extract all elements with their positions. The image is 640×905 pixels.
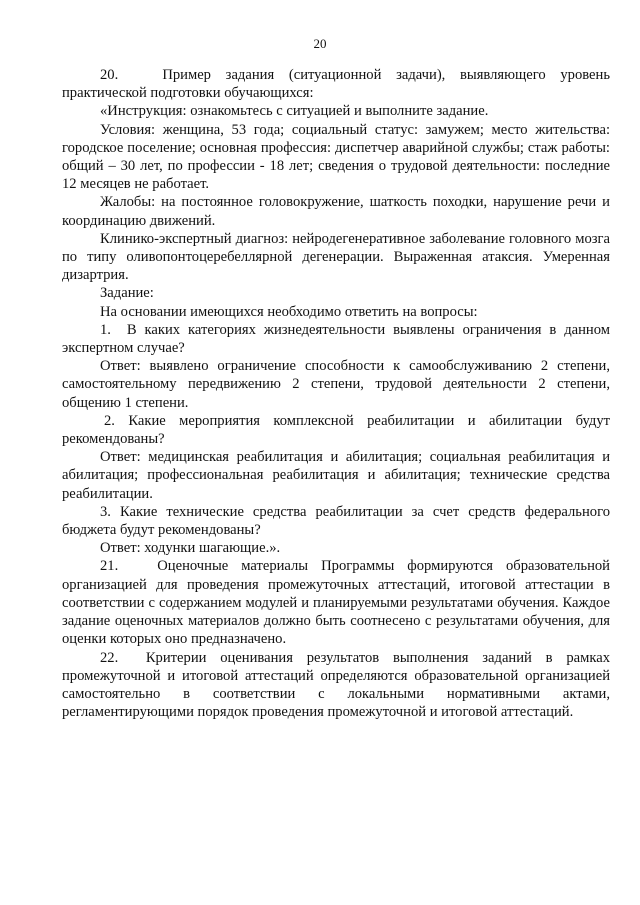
document-body: [62, 66, 610, 721]
paragraph-question-1: 1. В каких категориях жизнедеятельности выявлены ограничения в данном экспертном случае?: [62, 321, 610, 357]
paragraph-conditions: Условия: женщина, 53 года; социальный статус: замужем; место жительства: городское поселение; основная профессия: диспетчер аварийной службы; стаж работы: общий – 30 лет, по профессии - 18 лет; сведения о трудовой деятельности: последние 12 месяцев не работает.: [62, 121, 610, 193]
paragraph-task-intro: На основании имеющихся необходимо ответить на вопросы:: [100, 303, 478, 320]
paragraph-answer-3: Ответ: ходунки шагающие.».: [100, 540, 281, 557]
paragraph-item-21: 21. Оценочные материалы Программы формируются образовательной организацией для проведения промежуточных аттестаций, итоговой аттестации в соответствии с содержанием модулей и планируемыми результатами обучения. Каждое задание оценочных материалов должно быть соотнесено с результатами обучения, для оценки которых оно предназначено.: [62, 558, 610, 648]
paragraph-question-2: 2. Какие мероприятия комплексной реабилитации и абилитации будут рекомендованы?: [62, 412, 610, 448]
page-number: 20: [313, 36, 327, 51]
paragraph-item-22: 22. Критерии оценивания результатов выполнения заданий в рамках промежуточной и итоговой аттестаций определяются образовательной организацией самостоятельно в соответствии с локальными нормативными актами, регламентирующими порядок проведения промежуточной и итоговой аттестаций.: [62, 649, 610, 721]
paragraph-answer-1: Ответ: выявлено ограничение способности к самообслуживанию 2 степени, самостоятельному передвижению 2 степени, трудовой деятельности 2 степени, общению 1 степени.: [62, 358, 610, 411]
paragraph-task-label: Задание:: [100, 285, 154, 302]
paragraph-question-3: 3. Какие технические средства реабилитации за счет средств федерального бюджета будут рекомендованы?: [62, 503, 610, 539]
paragraph-complaints: Жалобы: на постоянное головокружение, шаткость походки, нарушение речи и координацию движений.: [62, 194, 610, 229]
paragraph-instruction: «Инструкция: ознакомьтесь с ситуацией и выполните задание.: [100, 103, 489, 120]
paragraph-diagnosis: Клинико-экспертный диагноз: нейродегенеративное заболевание головного мозга по типу оливопонтоцеребеллярной дегенерации. Выраженная атаксия. Умеренная дизартрия.: [62, 230, 610, 284]
paragraph-answer-2: Ответ: медицинская реабилитация и абилитация; социальная реабилитация и абилитация; профессиональная реабилитация и абилитация; технические средства реабилитации.: [62, 449, 610, 502]
paragraph-item-20: 20. Пример задания (ситуационной задачи), выявляющего уровень практической подготовки обучающихся:: [62, 67, 610, 102]
